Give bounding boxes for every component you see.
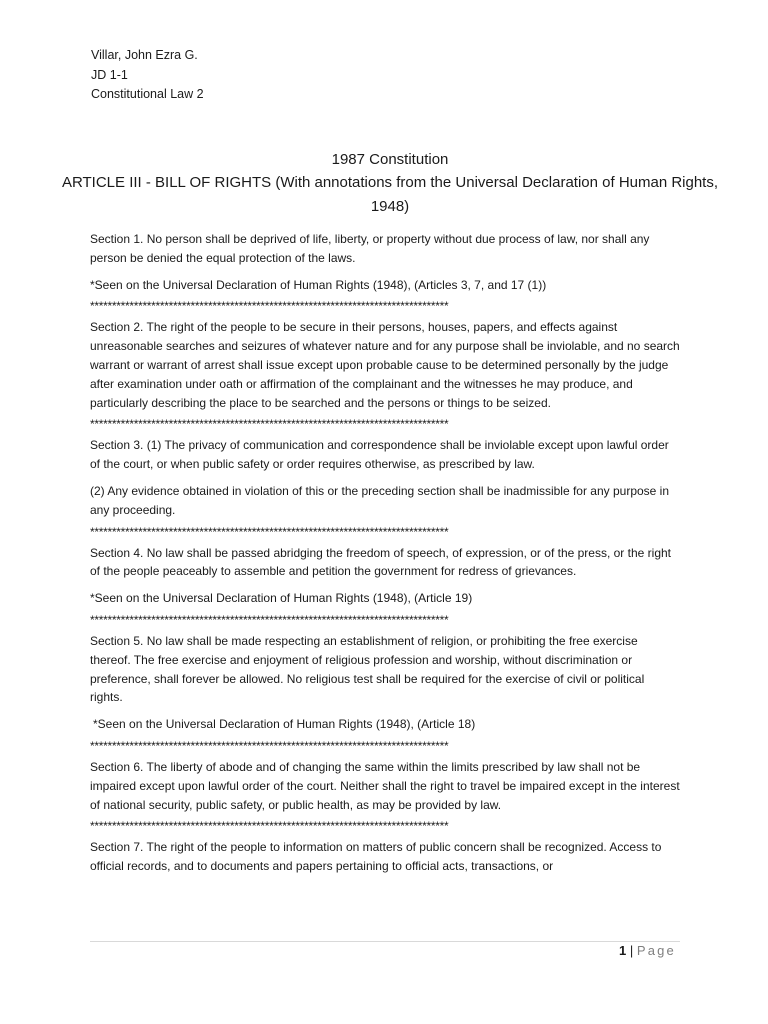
page-number: 1 [618,943,627,958]
page-footer [619,941,676,961]
section-2: Section 2. The right of the people to be secure in their persons, houses, papers, and effects against unreasonable searches and seizures of whatever nature and for any purpose shall be inviolable, and no search warrant or warrant of arrest shall issue except upon probable cause to be determined personally by the judge after examination under oath or affirmation of the complainant and the witnesses he may produce, and particularly describing the place to be searched and the persons or things to be seized. [90,320,680,410]
section-3-paragraph-2: (2) Any evidence obtained in violation of this or the preceding section shall be inadmissible for any purpose in any proceeding. [90,483,670,517]
title-line-1: 1987 Constitution [331,151,449,168]
separator: ********************************************************************************** [90,819,449,834]
section-4: Section 4. No law shall be passed abridging the freedom of speech, of expression, or of the press, or the right of the people peaceably to assemble and petition the government for redress of grievances. [90,545,671,579]
class-designation: JD 1-1 [91,67,128,82]
separator: ********************************************************************************** [90,524,449,539]
section-7: Section 7. The right of the people to information on matters of public concern shall be recognized. Access to official records, and to documents and papers pertaining to official acts, transactions, or [90,840,662,874]
section-4-annotation: *Seen on the Universal Declaration of Human Rights (1948), (Article 19) [90,591,473,606]
section-1-annotation: *Seen on the Universal Declaration of Human Rights (1948), (Articles 3, 7, and 17 (1)) [90,277,547,292]
separator: ********************************************************************************** [90,299,449,314]
section-5-annotation: *Seen on the Universal Declaration of Human Rights (1948), (Article 18) [93,717,476,732]
section-3-paragraph-1: Section 3. (1) The privacy of communication and correspondence shall be inviolable except upon lawful order of the court, or when public safety or order requires otherwise, as prescribed by law. [90,438,669,472]
title-line-2: ARTICLE III - BILL OF RIGHTS (With annotations from the Universal Declaration of Human Rights, 1948) [61,174,719,215]
section-5: Section 5. No law shall be made respecting an establishment of religion, or prohibiting the free exercise thereof. The free exercise and enjoyment of religious profession and worship, without discrimination or preference, shall forever be allowed. No religious test shall be required for the exercise of civil or political rights. [90,633,645,705]
separator: ********************************************************************************** [90,417,449,432]
separator: ********************************************************************************** [90,738,449,753]
course-name: Constitutional Law 2 [91,87,204,101]
footer-separator: | [629,943,634,958]
separator: ********************************************************************************** [90,612,449,627]
page-label: Page [636,943,676,958]
document-body [90,230,680,876]
footer-divider [90,941,680,942]
document-title [60,149,720,219]
document-header [91,46,204,105]
section-1: Section 1. No person shall be deprived of life, liberty, or property without due process of law, nor shall any person be denied the equal protection of the laws. [90,232,650,265]
author-name: Villar, John Ezra G. [91,48,198,62]
section-6: Section 6. The liberty of abode and of changing the same within the limits prescribed by law shall not be impaired except upon lawful order of the court. Neither shall the right to travel be impaired except in the interest of national security, public safety, or public health, as may be provided by law. [90,759,680,812]
